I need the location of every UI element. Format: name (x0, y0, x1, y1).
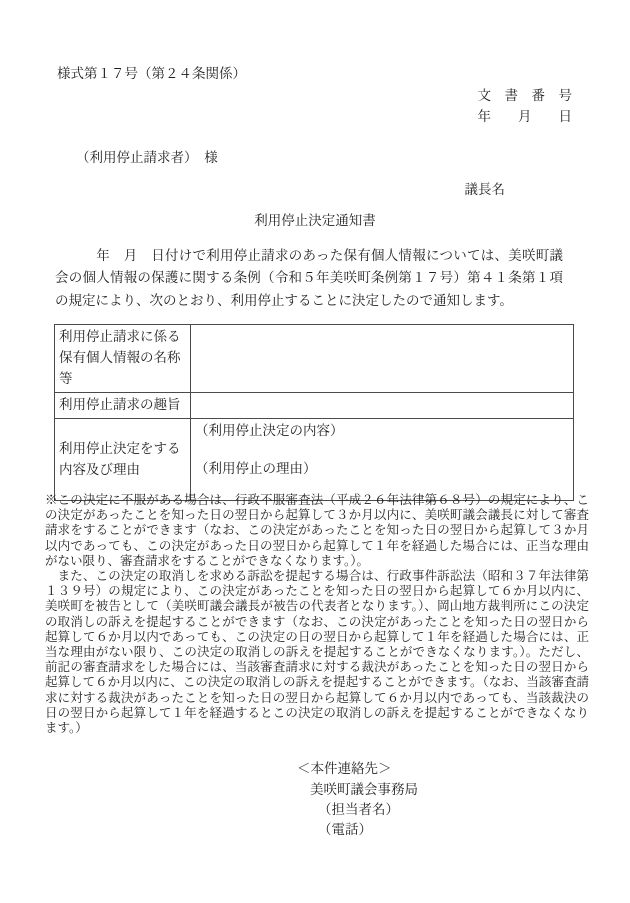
document-number-line: 文 書 番 号 (477, 88, 572, 104)
contact-person-placeholder: （担当者名） (318, 802, 399, 818)
row-label-held-info-name: 利用停止請求に係る保有個人情報の名称等 (55, 325, 191, 393)
date-line: 年 月 日 (477, 109, 572, 125)
row-value-decision-content-reason (191, 419, 574, 501)
addressee-line: （利用停止請求者） 様 (76, 150, 218, 166)
table-row-held-info-name (55, 325, 574, 393)
decision-reason-placeholder: （利用停止の理由） (195, 461, 317, 477)
row-value-held-info-name (191, 325, 574, 393)
contact-heading: ＜本件連絡先＞ (297, 761, 392, 777)
details-table (54, 324, 574, 501)
table-row-request-gist (55, 393, 574, 419)
contact-phone-placeholder: （電話） (318, 822, 372, 838)
note-paragraph-appeal: ※この決定に不服がある場合は、行政不服審査法（平成２６年法律第６８号）の規定により、この決定があったことを知った日の翌日から起算して３か月以内に、美咲町議会議長に対して審査請求をすることができます（なお、この決定があったことを知った日の翌日から起算して３か月以内であっても、この決定があった日の翌日から起算して１年を経過した場合には、正当な理由がない限り、審査請求をすることができなくなります。）。 (45, 492, 589, 568)
sender-name-line: 議長名 (464, 182, 505, 198)
note-section (45, 492, 589, 735)
row-value-request-gist (191, 393, 574, 419)
table-row-decision-content-reason (55, 419, 574, 501)
row-label-request-gist: 利用停止請求の趣旨 (55, 393, 191, 419)
document-title: 利用停止決定通知書 (254, 213, 376, 229)
note-paragraph-lawsuit: また、この決定の取消しを求める訴訟を提起する場合は、行政事件訴訟法（昭和３７年法律第１３９号）の規定により、この決定があったことを知った日の翌日から起算して６か月以内に、美咲町を被告として（美咲町議会議長が被告の代表者となります。）、岡山地方裁判所にこの決定の取消しの訴えを提起することができます（なお、この決定があったことを知った日の翌日から起算して６か月以内であっても、この決定の日の翌日から起算して１年を経過した場合には、正当な理由がない限り、この決定の取消しの訴えを提起することができなくなります。）。ただし、前記の審査請求をした場合には、当該審査請求に対する裁決があったことを知った日の翌日から起算して６か月以内に、この決定の取消しの訴えを提起することができます。（なお、当該審査請求に対する裁決があったことを知った日の翌日から起算して６か月以内であっても、当該裁決の日の翌日から起算して１年を経過するとこの決定の取消しの訴えを提起することができなくなります。） (45, 568, 589, 736)
form-number: 様式第１７号（第２４条関係） (57, 66, 246, 82)
contact-office-name: 美咲町議会事務局 (310, 782, 418, 798)
intro-paragraph: 年 月 日付けで利用停止請求のあった保有個人情報については、美咲町議会の個人情報の保護に関する条例（令和５年美咲町条例第１７号）第４１条第１項の規定により、次のとおり、利用停止することに決定したので通知します。 (55, 248, 563, 309)
decision-content-placeholder: （利用停止決定の内容） (195, 423, 344, 439)
row-label-decision-content-reason: 利用停止決定をする内容及び理由 (55, 419, 191, 501)
